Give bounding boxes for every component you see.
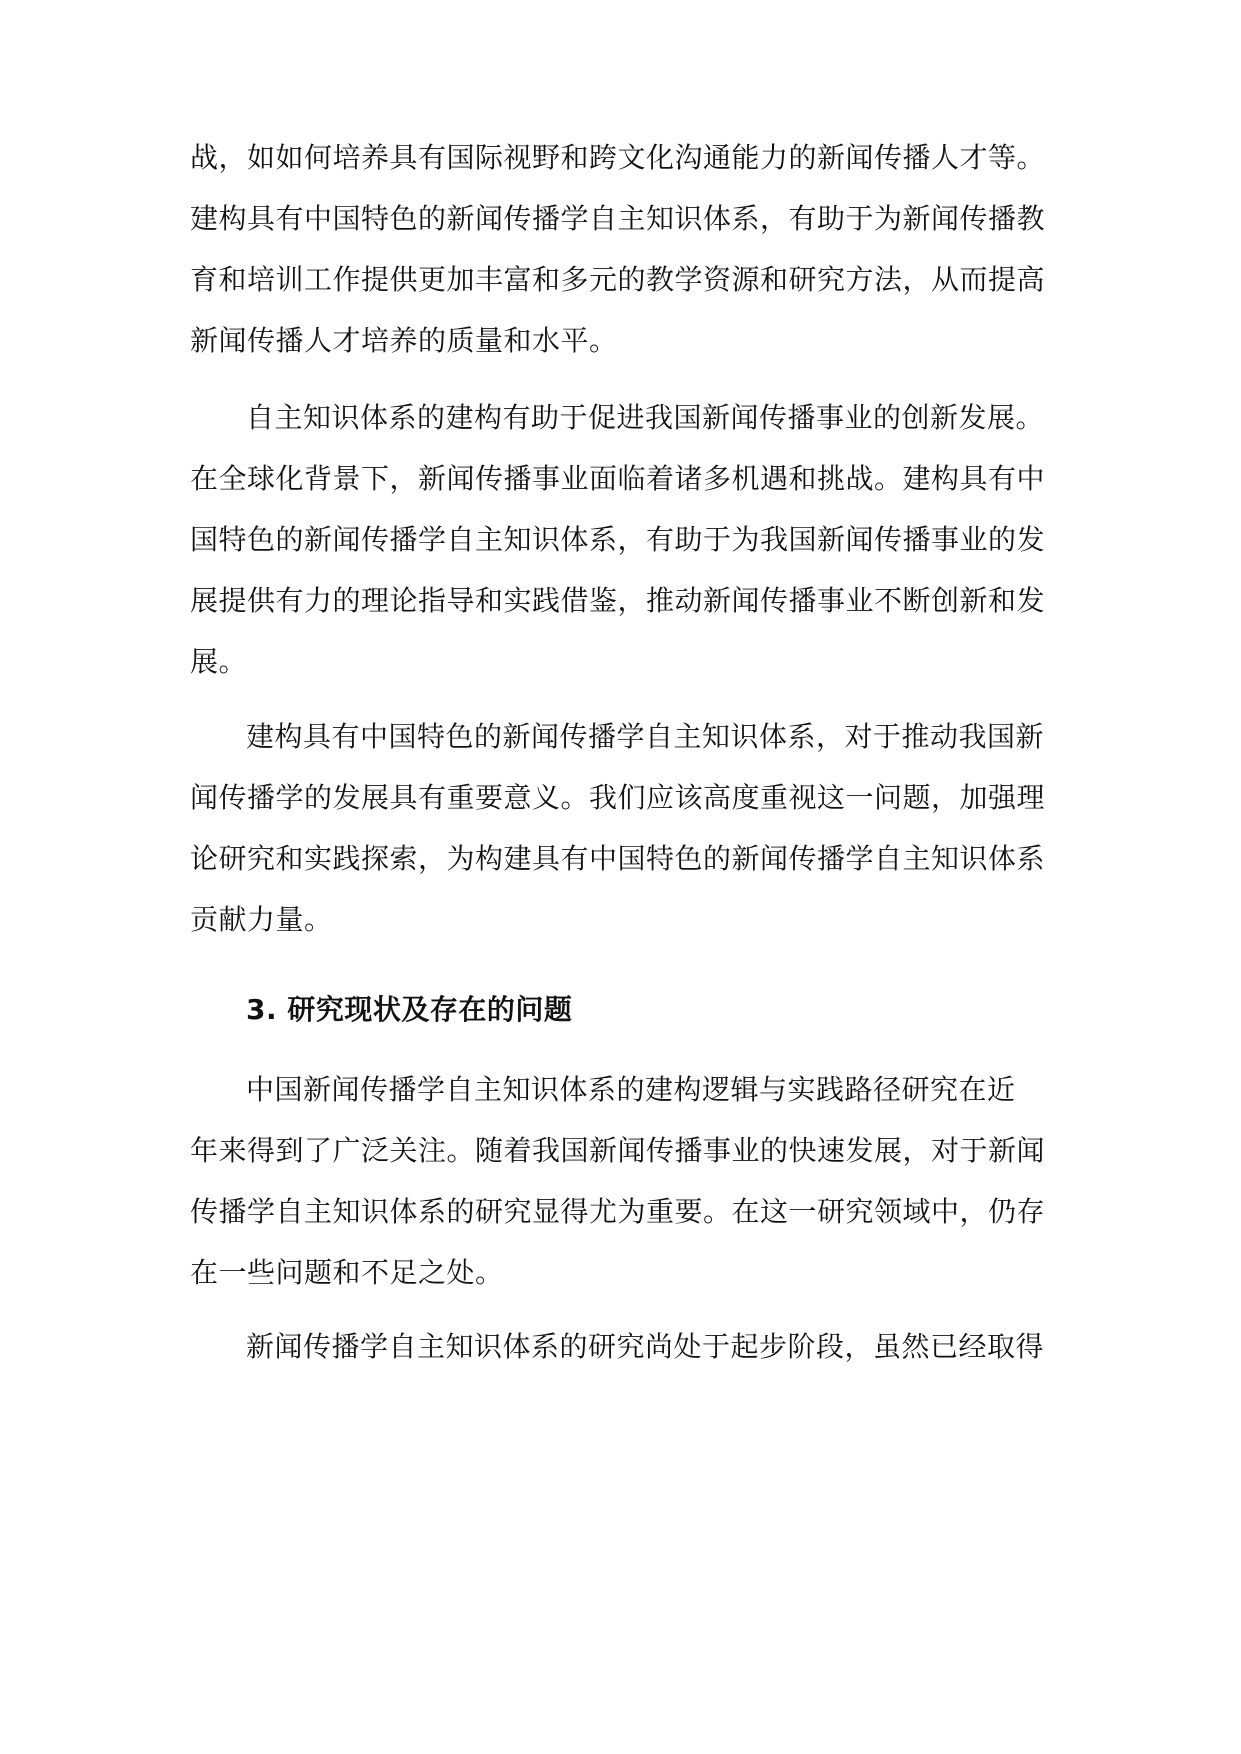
text-line: 贡献力量。 <box>190 903 333 936</box>
text-line: 建构具有中国特色的新闻传播学自主知识体系，对于推动我国新 <box>246 720 1045 753</box>
section-heading: 3. 研究现状及存在的问题 <box>246 993 573 1026</box>
text-line: 战，如如何培养具有国际视野和跨文化沟通能力的新闻传播人才等。 <box>190 141 1046 174</box>
text-line: 在全球化背景下，新闻传播事业面临着诸多机遇和挑战。建构具有中 <box>190 462 1046 495</box>
text-line: 国特色的新闻传播学自主知识体系，有助于为我国新闻传播事业的发 <box>190 523 1046 556</box>
text-line: 中国新闻传播学自主知识体系的建构逻辑与实践路径研究在近 <box>246 1073 1016 1106</box>
text-line: 闻传播学的发展具有重要意义。我们应该高度重视这一问题，加强理 <box>190 781 1046 814</box>
text-line: 论研究和实践探索，为构建具有中国特色的新闻传播学自主知识体系 <box>190 842 1046 875</box>
text-line: 新闻传播人才培养的质量和水平。 <box>190 324 618 357</box>
text-line: 自主知识体系的建构有助于促进我国新闻传播事业的创新发展。 <box>246 401 1045 434</box>
text-line: 新闻传播学自主知识体系的研究尚处于起步阶段，虽然已经取得 <box>246 1330 1045 1363</box>
text-line: 建构具有中国特色的新闻传播学自主知识体系，有助于为新闻传播教 <box>190 202 1046 235</box>
text-line: 在一些问题和不足之处。 <box>190 1256 504 1289</box>
text-line: 传播学自主知识体系的研究显得尤为重要。在这一研究领域中，仍存 <box>190 1195 1046 1228</box>
text-line: 展提供有力的理论指导和实践借鉴，推动新闻传播事业不断创新和发 <box>190 584 1046 617</box>
text-line: 年来得到了广泛关注。随着我国新闻传播事业的快速发展，对于新闻 <box>190 1134 1046 1167</box>
text-line: 育和培训工作提供更加丰富和多元的教学资源和研究方法，从而提高 <box>190 263 1046 296</box>
text-line: 展。 <box>190 645 248 678</box>
